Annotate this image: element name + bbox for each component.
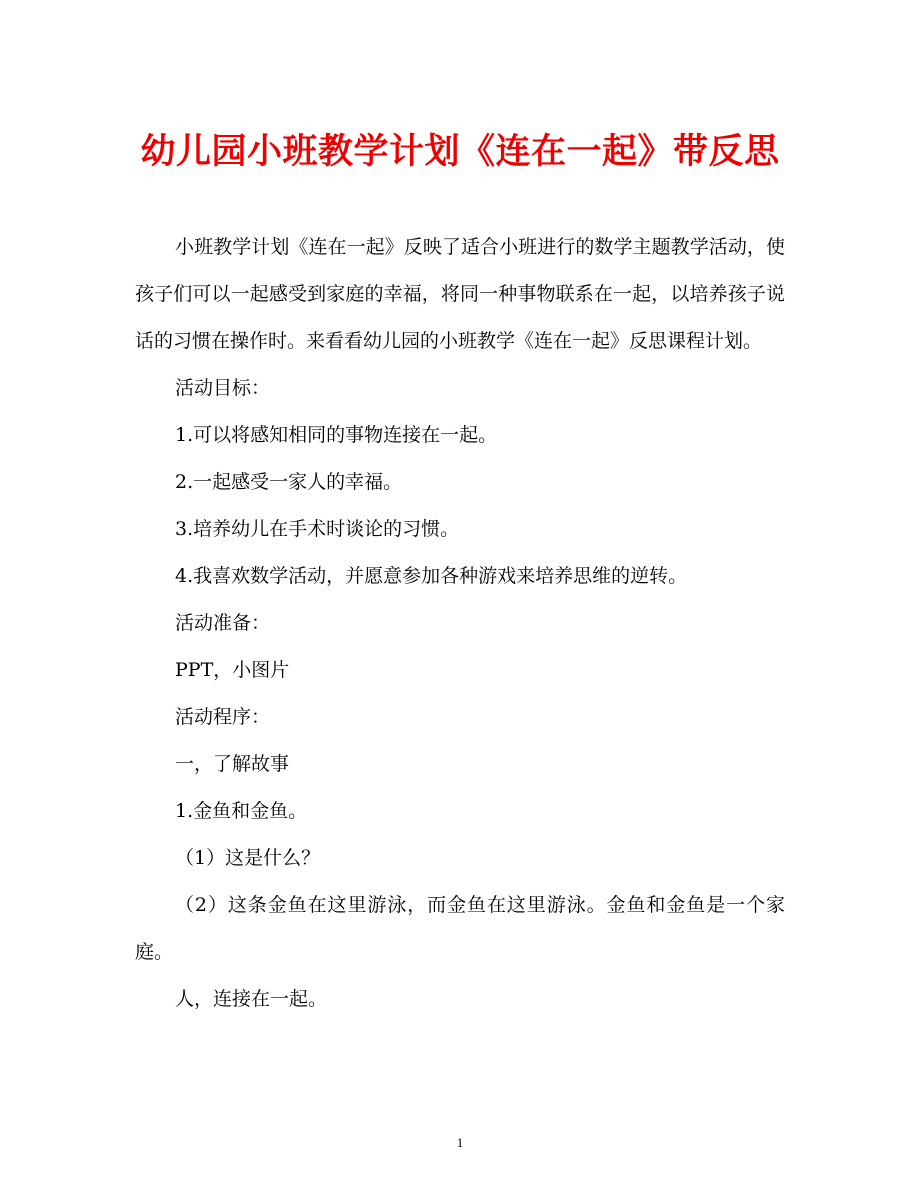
page-number: 1 [456, 1135, 464, 1150]
question-2: （2）这条金鱼在这里游泳，而金鱼在这里游泳。金鱼和金鱼是一个家庭。 [135, 894, 785, 963]
procedure-step-1: 一，了解故事 [175, 753, 290, 775]
intro-paragraph: 小班教学计划《连在一起》反映了适合小班进行的数学主题教学活动，使孩子们可以一起感受到家庭的幸福，将同一种事物联系在一起，以培养孩子说话的习惯在操作时。来看看幼儿园的小班教学《连在一起》反思课程计划。 [135, 236, 785, 352]
closing-line: 人，连接在一起。 [175, 988, 328, 1010]
section-heading-procedure: 活动程序： [175, 706, 271, 728]
section-heading-preparation: 活动准备： [175, 612, 271, 634]
section-heading-objectives: 活动目标： [175, 377, 271, 399]
preparation-text: PPT，小图片 [175, 659, 290, 681]
document-body [135, 224, 785, 1023]
objective-item-2: 2.一起感受一家人的幸福。 [175, 471, 403, 493]
objective-item-3: 3.培养幼儿在手术时谈论的习惯。 [175, 518, 460, 540]
procedure-substep-1: 1.金鱼和金鱼。 [175, 800, 308, 822]
objective-item-4: 4.我喜欢数学活动，并愿意参加各种游戏来培养思维的逆转。 [175, 565, 688, 587]
objective-item-1: 1.可以将感知相同的事物连接在一起。 [175, 424, 498, 446]
page-title: 幼儿园小班教学计划《连在一起》带反思 [140, 132, 780, 172]
question-1: （1）这是什么？ [175, 847, 321, 869]
